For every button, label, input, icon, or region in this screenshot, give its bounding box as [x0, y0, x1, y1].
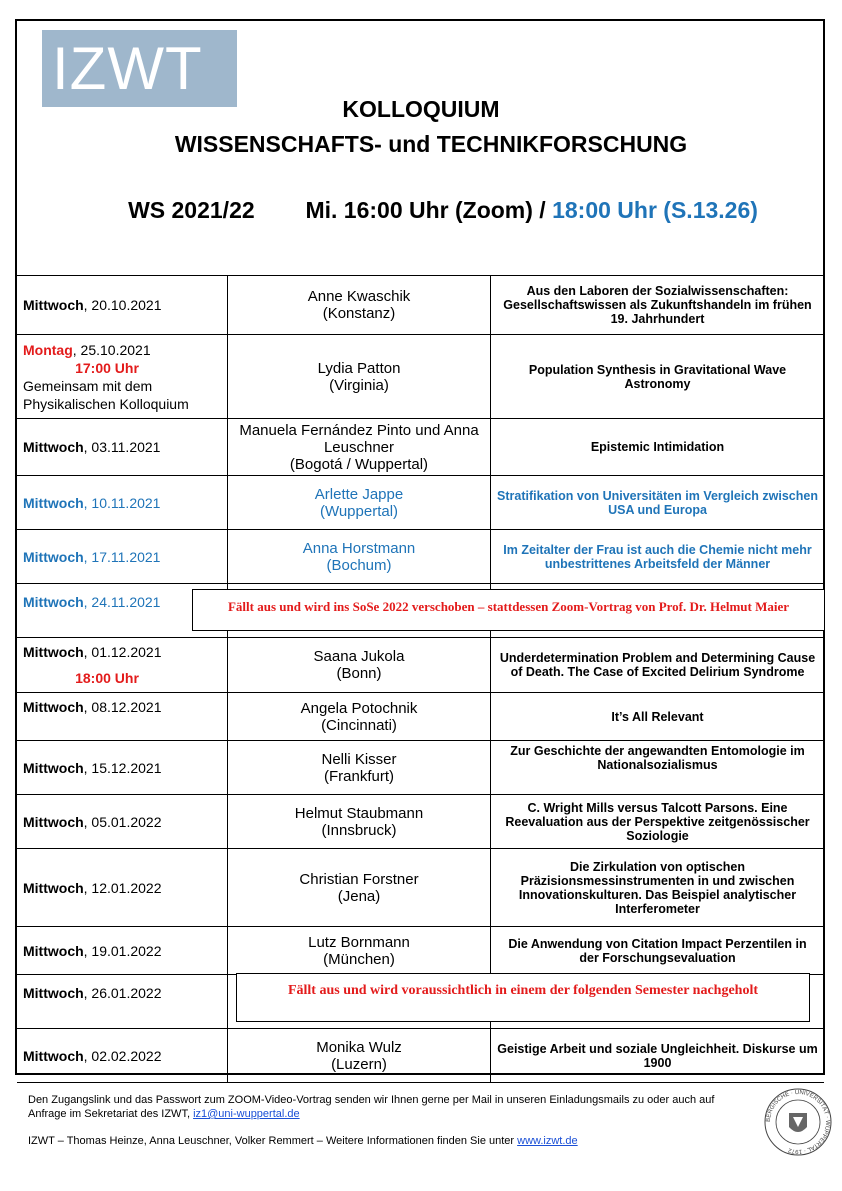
speaker-cell: Anne Kwaschik (Konstanz)	[228, 276, 491, 335]
table-row	[17, 335, 824, 419]
footer-line: IZWT – Thomas Heinze, Anna Leuschner, Volker Remmert – Weitere Informationen finden Sie unter www.izwt.de	[28, 1135, 578, 1147]
speaker-cell: Helmut Staubmann (Innsbruck)	[228, 795, 491, 849]
table-row	[17, 638, 824, 693]
date-cell: Mittwoch, 12.01.2022	[17, 849, 228, 927]
table-row	[17, 927, 824, 975]
speaker-cell: Nelli Kisser (Frankfurt)	[228, 741, 491, 795]
speaker-cell: Manuela Fernández Pinto und Anna Leuschner (Bogotá / Wuppertal)	[228, 419, 491, 476]
footnote: Den Zugangslink und das Passwort zum ZOOM-Video-Vortrag senden wir Ihnen gerne per Mail in unseren Einladungsmails zu oder auch auf Anfrage im Sekretariat des IZWT, iz1@uni-wuppertal.de	[28, 1094, 715, 1120]
cancel-notice: Fällt aus und wird ins SoSe 2022 verschoben – stattdessen Zoom-Vortrag von Prof. Dr. Helmut Maier	[192, 589, 825, 631]
date-cell: Mittwoch, 03.11.2021	[17, 419, 228, 476]
table-row	[17, 276, 824, 335]
table-row	[17, 1029, 824, 1083]
talk-title: Stratifikation von Universitäten im Vergleich zwischen USA und Europa	[491, 476, 825, 530]
time-alt: 18:00 Uhr (S.13.26)	[552, 197, 758, 223]
date-cell: Mittwoch, 10.11.2021	[17, 476, 228, 530]
date-cell: Mittwoch, 02.02.2022	[17, 1029, 228, 1083]
date-cell: Mittwoch, 17.11.2021	[17, 530, 228, 584]
table-row	[17, 476, 824, 530]
date-cell: Mittwoch, 05.01.2022	[17, 795, 228, 849]
page-title: KOLLOQUIUM	[342, 96, 500, 122]
date-cell: Montag, 25.10.2021 17:00 Uhr Gemeinsam mit dem Physikalischen Kolloquium	[17, 335, 228, 419]
date-cell: Mittwoch, 20.10.2021	[17, 276, 228, 335]
talk-title: Zur Geschichte der angewandten Entomologie im Nationalsozialismus	[491, 741, 825, 795]
seal-text: BERGISCHE · UNIVERSITÄT · WUPPERTAL · 1972	[765, 1089, 831, 1155]
speaker-cell: Lydia Patton (Virginia)	[228, 335, 491, 419]
talk-title: It’s All Relevant	[491, 693, 825, 741]
semester-line	[22, 197, 842, 224]
schedule-table	[17, 275, 824, 1083]
table-row	[17, 741, 824, 795]
table-row	[17, 795, 824, 849]
table-row	[17, 693, 824, 741]
talk-title: Epistemic Intimidation	[491, 419, 825, 476]
date-cell: Mittwoch, 08.12.2021	[17, 693, 228, 741]
talk-title: Die Anwendung von Citation Impact Perzentilen in der Forschungsevaluation	[491, 927, 825, 975]
speaker-cell: Saana Jukola (Bonn)	[228, 638, 491, 693]
date-cell: Mittwoch, 01.12.2021 18:00 Uhr	[17, 638, 228, 693]
speaker-cell: Christian Forstner (Jena)	[228, 849, 491, 927]
talk-title: C. Wright Mills versus Talcott Parsons. Eine Reevaluation aus der Perspektive zeitgenössischer Soziologie	[491, 795, 825, 849]
speaker-cell: Anna Horstmann (Bochum)	[228, 530, 491, 584]
cancel-notice: Fällt aus und wird voraussichtlich in einem der folgenden Semester nachgeholt	[236, 973, 810, 1022]
talk-title: Aus den Laboren der Sozialwissenschaften: Gesellschaftswissen als Zukunftshandeln im frühen 19. Jahrhundert	[491, 276, 825, 335]
date-cell: Mittwoch, 19.01.2022	[17, 927, 228, 975]
semester: WS 2021/22	[128, 197, 255, 223]
page-subtitle: WISSENSCHAFTS- und TECHNIKFORSCHUNG	[174, 131, 688, 157]
talk-title: Underdetermination Problem and Determining Cause of Death. The Case of Excited Delirium Syndrome	[491, 638, 825, 693]
speaker-cell: Angela Potochnik (Cincinnati)	[228, 693, 491, 741]
university-seal-icon	[763, 1087, 833, 1157]
talk-title: Im Zeitalter der Frau ist auch die Chemie nicht mehr unbestrittenes Arbeitsfeld der Männer	[491, 530, 825, 584]
email-link[interactable]: iz1@uni-wuppertal.de	[193, 1108, 300, 1120]
time-main: Mi. 16:00 Uhr (Zoom) /	[305, 197, 546, 223]
table-row	[17, 419, 824, 476]
date-cell: Mittwoch, 15.12.2021	[17, 741, 228, 795]
table-row	[17, 849, 824, 927]
date-cell: Mittwoch, 26.01.2022	[17, 975, 228, 1029]
talk-title: Geistige Arbeit und soziale Ungleichheit. Diskurse um 1900	[491, 1029, 825, 1083]
speaker-cell: Monika Wulz (Luzern)	[228, 1029, 491, 1083]
website-link[interactable]: www.izwt.de	[517, 1135, 578, 1147]
izwt-logo: IZWT	[42, 30, 237, 107]
speaker-cell: Lutz Bornmann (München)	[228, 927, 491, 975]
table-row	[17, 530, 824, 584]
speaker-cell: Arlette Jappe (Wuppertal)	[228, 476, 491, 530]
date-cell: Mittwoch, 24.11.2021	[17, 584, 228, 638]
talk-title: Die Zirkulation von optischen Präzisionsmessinstrumenten in und zwischen Innovationskulturen. Das Beispiel analytischer Interferometer	[491, 849, 825, 927]
talk-title: Population Synthesis in Gravitational Wave Astronomy	[491, 335, 825, 419]
